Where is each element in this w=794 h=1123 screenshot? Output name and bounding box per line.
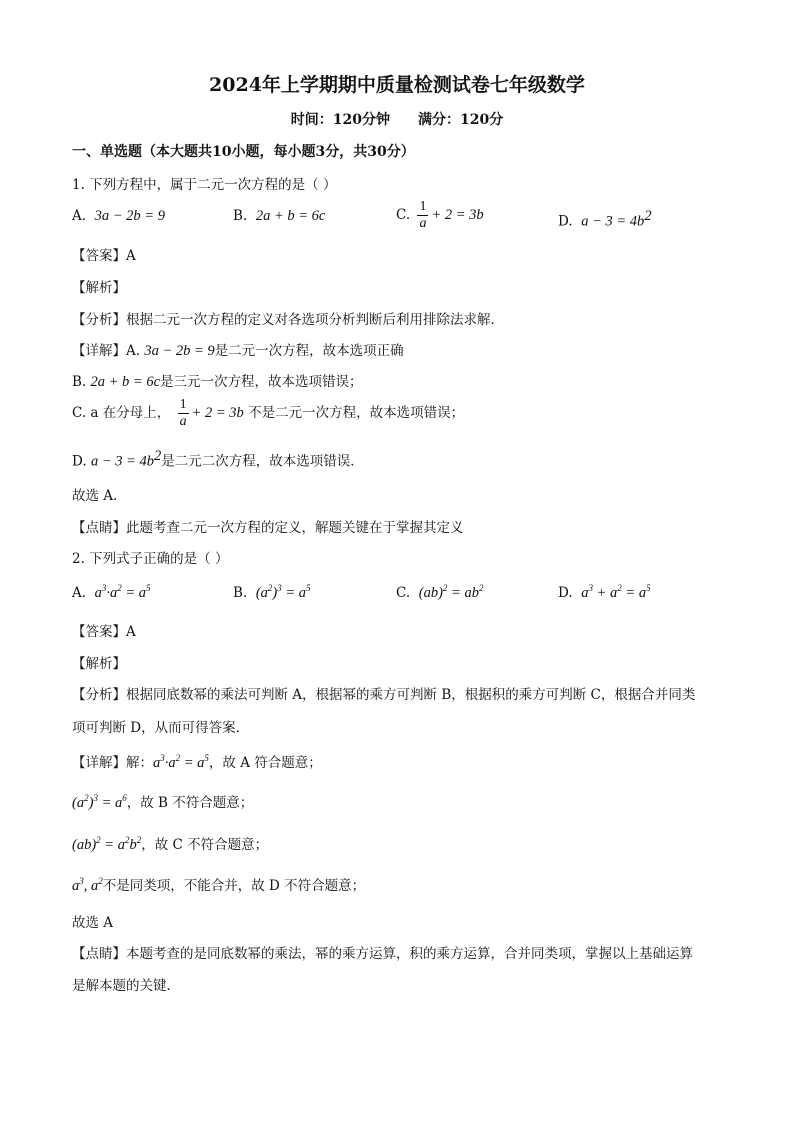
- q2-detail-b: $(a^2)^3 = a^6$，故 B 不符合题意；: [72, 793, 254, 811]
- q2-detail-d: $a^3$, $a^2$不是同类项，不能合并，故 D 不符合题意；: [72, 876, 366, 894]
- q2-comment-line1: 【点睛】本题考查的是同底数幂的乘法，幂的乘方运算，积的乘方运算，合并同类项，掌握以上基础运算: [72, 946, 693, 962]
- q2-choose: 故选 A: [72, 915, 114, 931]
- q2-detail-a: 【详解】解：$a^3\cdot a^2 = a^5$，故 A 符合题意；: [72, 753, 322, 771]
- q1-analysis-heading: 【解析】: [72, 280, 126, 296]
- q1-option-d: D. $a - 3 = 4b^2$: [558, 208, 652, 230]
- q1-comment: 【点睛】此题考查二元一次方程的定义，解题关键在于掌握其定义: [72, 520, 464, 536]
- q1-choose: 故选 A.: [72, 488, 118, 504]
- q1-option-b: B. 2a + b = 6c: [233, 208, 326, 224]
- q2-analysis-heading: 【解析】: [72, 656, 126, 672]
- q1-fenxi: 【分析】根据二元一次方程的定义对各选项分析判断后利用排除法求解．: [72, 312, 504, 328]
- q2-option-c: C. $(ab)^2 = ab^2$: [396, 583, 484, 601]
- q2-option-b: B. $(a^2)^3 = a^5$: [233, 583, 311, 601]
- q2-fenxi-line2: 项可判断 D，从而可得答案．: [72, 720, 250, 736]
- q2-stem: 2. 下列式子正确的是（ ）: [72, 551, 229, 567]
- exam-time: 时间：120分钟: [290, 112, 390, 128]
- q1-stem: 1. 下列方程中，属于二元一次方程的是（ ）: [72, 177, 337, 193]
- q1-detail-a: 【详解】A. 3a − 2b = 9是二元一次方程，故本选项正确: [72, 343, 404, 359]
- fraction: $\frac{1}{a}$: [179, 397, 187, 429]
- fraction: $\frac{1}{a}$: [419, 199, 427, 231]
- q1-detail-c: C. a 在分母上， $\frac{1}{a}$ + 2 = 3b 不是二元一次方程，故本选项错误；: [72, 397, 465, 429]
- page-title: 2024年上学期期中质量检测试卷七年级数学: [209, 74, 585, 96]
- q2-fenxi-line1: 【分析】根据同底数幂的乘法可判断 A，根据幂的乘方可判断 B，根据积的乘方可判断 C，根据合并同类: [72, 687, 696, 703]
- q2-detail-c: $(ab)^2 = a^2b^2$，故 C 不符合题意；: [72, 835, 269, 853]
- q2-option-a: A. $a^3\cdot a^2 = a^5$: [72, 583, 151, 601]
- section-heading: 一、单选题（本大题共10小题，每小题3分，共30分）: [72, 144, 415, 160]
- q1-option-a: A. 3a − 2b = 9: [72, 208, 165, 224]
- q2-comment-line2: 是解本题的关键．: [72, 978, 180, 994]
- q2-answer: 【答案】A: [72, 624, 136, 640]
- q1-detail-d: D. $a - 3 = 4b^2$是二元二次方程，故本选项错误．: [72, 448, 364, 470]
- exam-info: [0, 109, 794, 129]
- q2-option-d: D. $a^3 + a^2 = a^5$: [558, 583, 651, 601]
- exam-score: 满分：120分: [418, 112, 504, 128]
- q1-answer: 【答案】A: [72, 248, 136, 264]
- q1-option-c: C. $\frac{1}{a}$ + 2 = 3b: [396, 199, 484, 231]
- q1-detail-b: B. 2a + b = 6c是三元一次方程，故本选项错误；: [72, 374, 363, 390]
